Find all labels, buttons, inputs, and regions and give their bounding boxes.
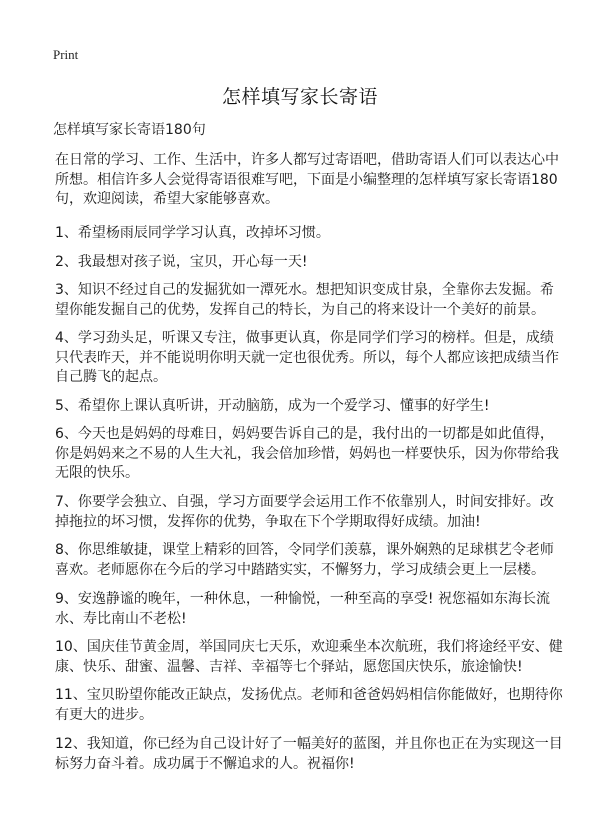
list-item-4 [55, 329, 559, 388]
document-title: 怎样填写家长寄语 [221, 86, 378, 108]
list-item-11 [55, 686, 563, 725]
text-line: 在日常的学习、工作、生活中，许多人都写过寄语吧，借助寄语人们可以表达心中 [55, 152, 559, 168]
list-item-7 [55, 493, 555, 532]
text-line: 掉拖拉的坏习惯，发挥你的优势，争取在下个学期取得好成绩。加油! [55, 513, 481, 530]
list-item-9 [55, 590, 555, 629]
text-line: 8、你思维敏捷，课堂上精彩的回答，令同学们羡慕，课外娴熟的足球棋艺令老师 [55, 542, 554, 558]
list-item-3 [55, 281, 555, 320]
text-line: 只代表昨天，并不能说明你明天就一定也很优秀。所以，每个人都应该把成绩当作 [55, 349, 559, 366]
list-item-6 [55, 425, 559, 484]
text-line: 标努力奋斗着。成功属于不懈追求的人。祝福你! [55, 755, 355, 772]
text-line: 有更大的进步。 [55, 706, 153, 723]
text-line: 3、知识不经过自己的发掘犹如一潭死水。想把知识变成甘泉，全靠你去发掘。希 [55, 282, 554, 298]
text-line: 2、我最想对孩子说，宝贝，开心每一天! [55, 254, 308, 270]
text-line: 望你能发掘自己的优势，发挥自己的特长，为自己的将来设计一个美好的前景。 [55, 301, 545, 318]
text-line: 6、今天也是妈妈的母难日，妈妈要告诉自己的是，我付出的一切都是如此值得， [55, 426, 554, 442]
list-item-8 [55, 541, 555, 580]
print-link[interactable]: Print [53, 47, 79, 62]
text-line: 自己腾飞的起点。 [55, 369, 167, 385]
text-line: 你是妈妈来之不易的人生大礼，我会倍加珍惜，妈妈也一样要快乐，因为你带给我 [55, 445, 559, 462]
text-line: 康、快乐、甜蜜、温馨、吉祥、幸福等七个驿站，愿您国庆快乐，旅途愉快! [55, 658, 523, 675]
list-item-10 [55, 638, 563, 677]
text-line: 9、安逸静谧的晚年，一种休息，一种愉悦，一种至高的享受! 祝您福如东海长流 [55, 591, 550, 607]
document-subtitle: 怎样填写家长寄语180句 [53, 122, 206, 138]
text-line: 句，欢迎阅读，希望大家能够喜欢。 [55, 191, 279, 207]
text-line: 4、学习劲头足，听课又专注，做事更认真，你是同学们学习的榜样。但是，成绩 [55, 330, 554, 346]
text-line: 无限的快乐。 [55, 465, 139, 481]
text-line: 1、希望杨雨辰同学学习认真，改掉坏习惯。 [55, 225, 330, 241]
list-item-1 [55, 224, 555, 244]
text-line: 水、寿比南山不老松! [55, 610, 187, 627]
list-item-12 [55, 735, 563, 774]
text-line: 所想。相信许多人会觉得寄语很难写吧，下面是小编整理的怎样填写家长寄语180 [55, 171, 558, 188]
text-line: 10、国庆佳节黄金周，举国同庆七天乐，欢迎乘坐本次航班，我们将途经平安、健 [55, 639, 563, 655]
text-line: 7、你要学会独立、自强，学习方面要学会运用工作不依靠别人，时间安排好。改 [55, 494, 554, 510]
text-line: 喜欢。老师愿你在今后的学习中踏踏实实，不懈努力，学习成绩会更上一层楼。 [55, 561, 545, 578]
text-line: 11、宝贝盼望你能改正缺点，发扬优点。老师和爸爸妈妈相信你能做好，也期待你 [55, 687, 563, 703]
text-line: 5、希望你上课认真听讲，开动脑筋，成为一个爱学习、懂事的好学生! [55, 398, 490, 414]
list-item-2 [55, 253, 555, 273]
text-line: 12、我知道，你已经为自己设计好了一幅美好的蓝图，并且你也正在为实现这一目 [55, 736, 563, 752]
list-item-5 [55, 397, 555, 417]
intro-paragraph [55, 151, 559, 210]
